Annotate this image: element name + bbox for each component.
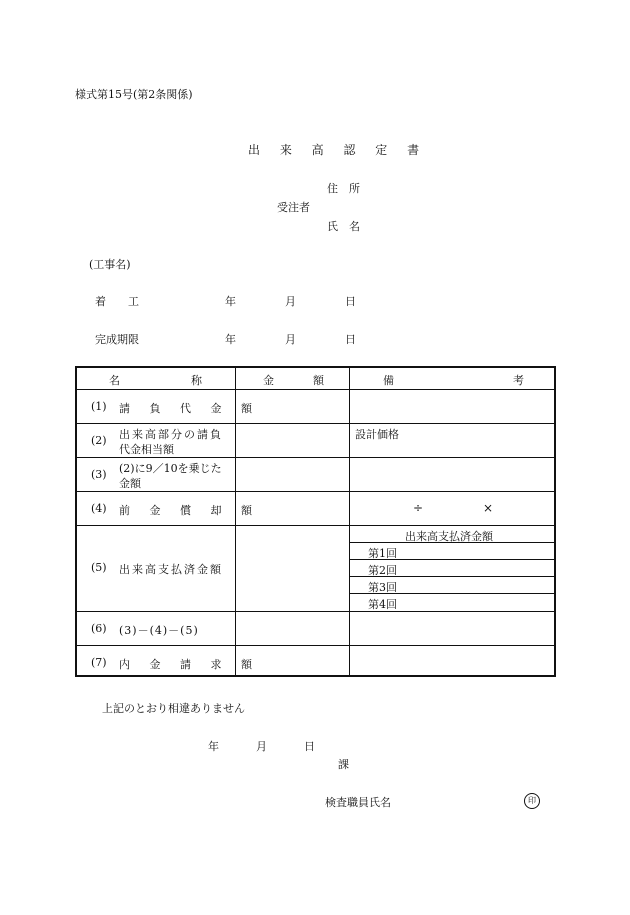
row-number: (7) — [91, 656, 107, 669]
footer-day: 日 — [304, 740, 315, 753]
certification-table — [75, 366, 556, 677]
name-label: 氏 名 — [327, 220, 360, 233]
row-label: 前 金 償 却 額 — [119, 504, 260, 517]
confirmation-statement: 上記のとおり相違ありません — [102, 702, 245, 715]
row-divider — [77, 525, 554, 526]
contractor-label: 受注者 — [277, 201, 310, 214]
payment-round-2: 第2回 — [368, 564, 397, 577]
deadline-year: 年 — [225, 333, 236, 346]
header-remarks-b: 考 — [513, 374, 524, 387]
form-number: 様式第15号(第2条関係) — [75, 88, 193, 101]
header-amount-a: 金 — [263, 374, 274, 387]
row-divider — [77, 423, 554, 424]
row-number: (6) — [91, 622, 107, 635]
row-divider — [77, 457, 554, 458]
row-number: (1) — [91, 400, 107, 413]
row-number: (5) — [91, 561, 107, 574]
start-label: 着 工 — [95, 295, 139, 308]
start-year: 年 — [225, 295, 236, 308]
payment-round-3: 第3回 — [368, 581, 397, 594]
header-name-a: 名 — [109, 374, 120, 387]
project-name-label: (工事名) — [89, 258, 131, 271]
section-label: 課 — [338, 758, 349, 771]
row-label: (3)－(4)－(5) — [119, 624, 199, 637]
payment-round-1: 第1回 — [368, 547, 397, 560]
row-label: 請 負 代 金 額 — [119, 402, 260, 415]
paid-amount-subheader: 出来高支払済金額 — [405, 530, 493, 543]
header-name-b: 称 — [191, 374, 202, 387]
header-remarks-a: 備 — [383, 374, 394, 387]
document-title: 出 来 高 認 定 書 — [248, 143, 428, 157]
row-divider — [77, 645, 554, 646]
seal-icon: 印 — [524, 793, 540, 809]
row-label-line1: (2)に9／10を乗じた — [119, 462, 222, 475]
start-day: 日 — [345, 295, 356, 308]
start-month: 月 — [285, 295, 296, 308]
row-label-line2: 金額 — [119, 477, 141, 490]
remarks-divide: ÷ — [413, 501, 424, 515]
row-label-line2: 代金相当額 — [119, 443, 174, 456]
footer-year: 年 — [208, 740, 219, 753]
remarks-design-price: 設計価格 — [355, 428, 399, 441]
address-label: 住 所 — [327, 182, 360, 195]
remarks-multiply: × — [483, 501, 494, 515]
row-divider — [77, 389, 554, 390]
row-divider — [77, 611, 554, 612]
header-amount-b: 額 — [313, 374, 324, 387]
deadline-month: 月 — [285, 333, 296, 346]
row-number: (3) — [91, 468, 107, 481]
deadline-label: 完成期限 — [95, 333, 139, 346]
row-number: (2) — [91, 434, 107, 447]
column-divider — [349, 368, 350, 675]
deadline-day: 日 — [345, 333, 356, 346]
row-number: (4) — [91, 502, 107, 515]
row-divider — [77, 491, 554, 492]
row-label: 出来高支払済金額 — [119, 563, 223, 576]
row-label-line1: 出来高部分の請負 — [119, 428, 223, 441]
row-label: 内 金 請 求 額 — [119, 658, 260, 671]
inspector-name-label: 検査職員氏名 — [325, 796, 391, 809]
footer-month: 月 — [256, 740, 267, 753]
payment-round-4: 第4回 — [368, 598, 397, 611]
